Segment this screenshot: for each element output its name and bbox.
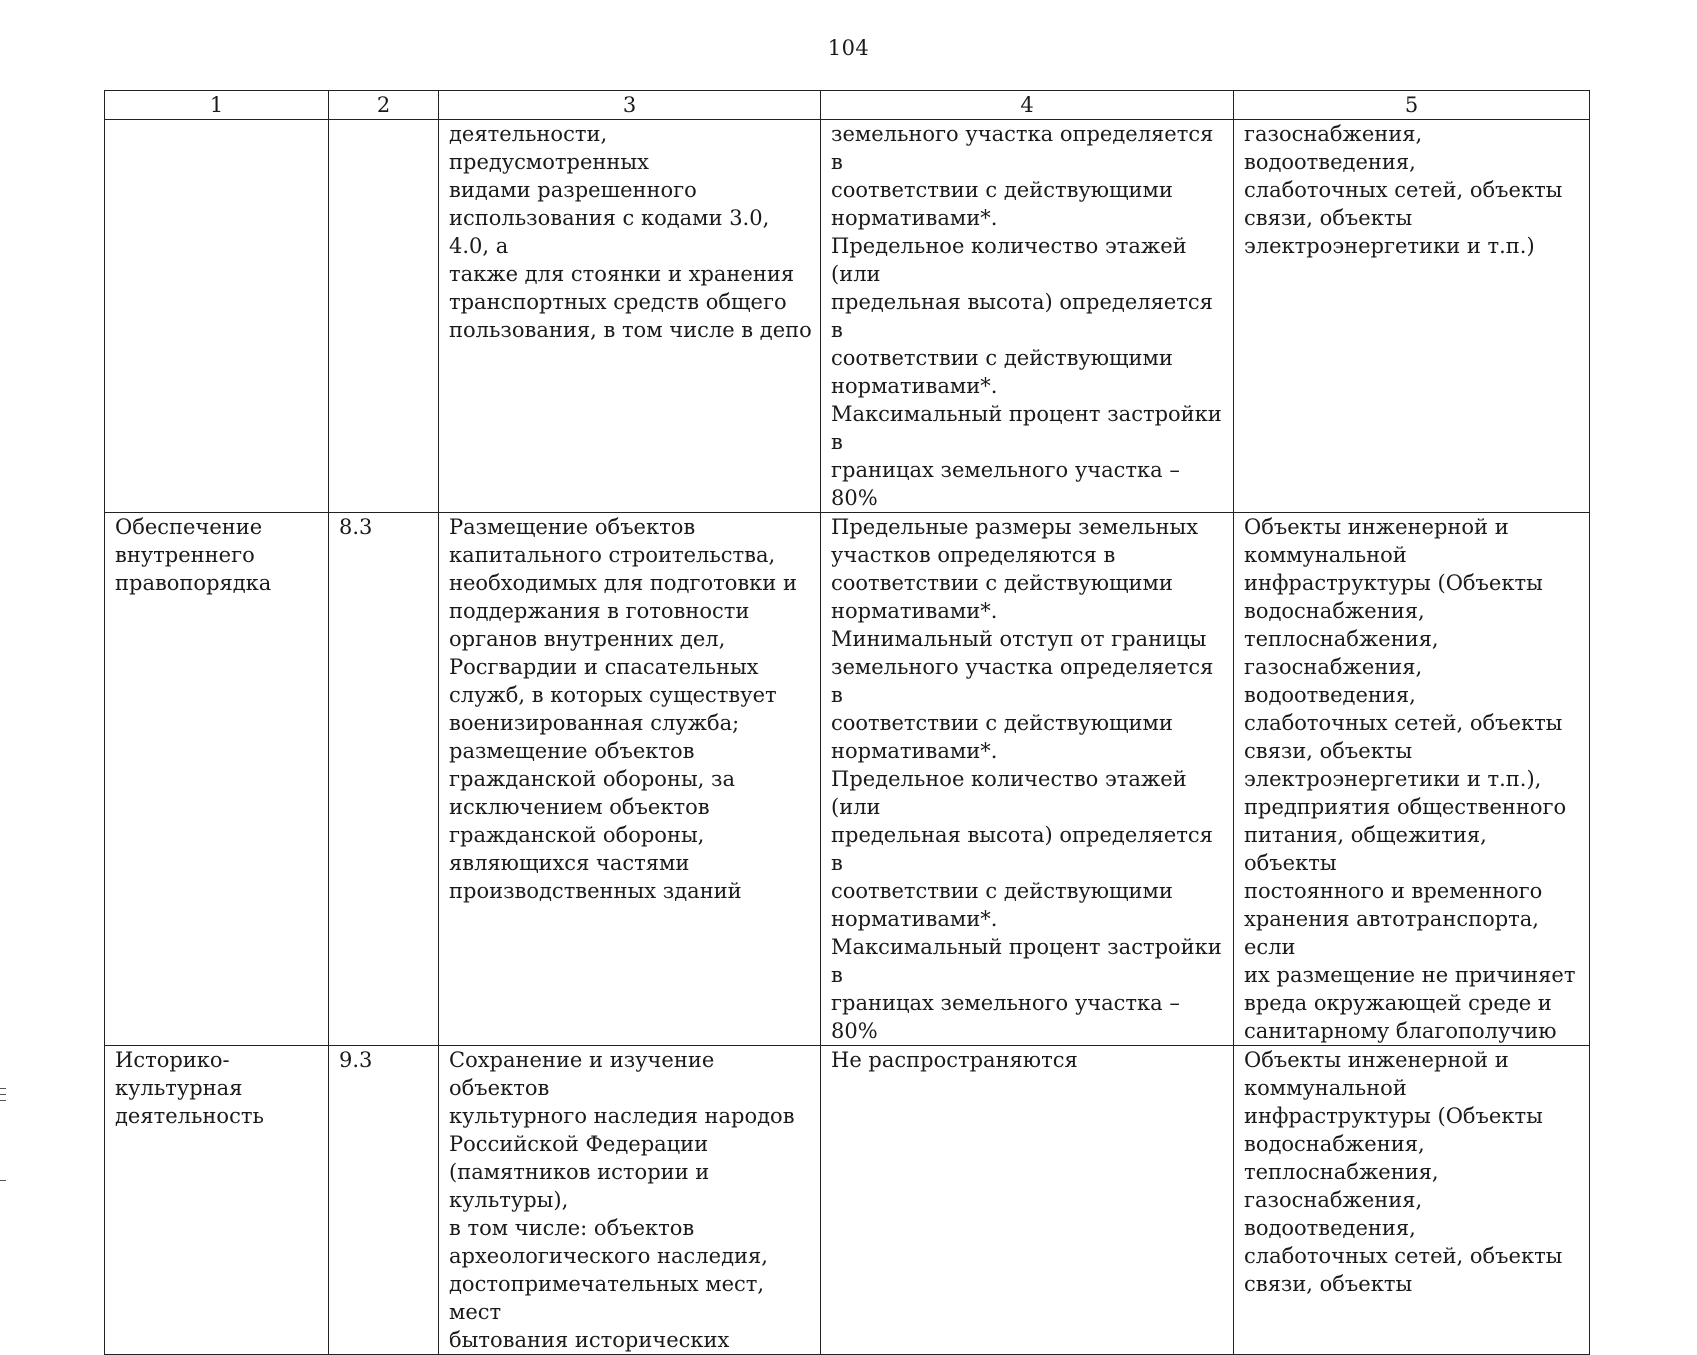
table-row (105, 513, 1590, 1046)
description-cell: Размещение объектов капитального строительства, необходимых для подготовки и поддержания в готовности органов внутренних дел, Росгвардии и спасательных служб, в которых существует военизированная служба; размещение объектов гражданской обороны, за исключением объектов гражданской обороны, являющихся частями производственных зданий (439, 513, 821, 1046)
header-cell-2: 2 (329, 91, 439, 120)
table-row (105, 1046, 1590, 1355)
header-cell-5: 5 (1234, 91, 1590, 120)
scan-margin-mark (0, 1100, 6, 1101)
scan-margin-mark (0, 1088, 6, 1089)
use-name-cell (105, 120, 329, 513)
use-name-cell: Историко- культурная деятельность (105, 1046, 329, 1355)
table-row (105, 120, 1590, 513)
use-code-cell (329, 120, 439, 513)
description-cell: деятельности, предусмотренных видами разрешенного использования с кодами 3.0, 4.0, а также для стоянки и хранения транспортных средств общего пользования, в том числе в депо (439, 120, 821, 513)
header-cell-3: 3 (439, 91, 821, 120)
parameters-cell: Предельные размеры земельных участков определяются в соответствии с действующими нормативами*. Минимальный отступ от границы земельного участка определяется в соответствии с действующими нормативами*. Предельное количество этажей (или предельная высота) определяется в соответствии с действующими нормативами*. Максимальный процент застройки в границах земельного участка – 80% (821, 513, 1234, 1046)
scan-margin-mark (0, 1094, 6, 1095)
use-code-cell: 9.3 (329, 1046, 439, 1355)
header-cell-1: 1 (105, 91, 329, 120)
page-number: 104 (827, 36, 870, 60)
use-name-cell: Обеспечение внутреннего правопорядка (105, 513, 329, 1046)
table-header-row (105, 91, 1590, 120)
zoning-table (104, 90, 1590, 1355)
parameters-cell: земельного участка определяется в соответствии с действующими нормативами*. Предельное количество этажей (или предельная высота) определяется в соответствии с действующими нормативами*. Максимальный процент застройки в границах земельного участка – 80% (821, 120, 1234, 513)
objects-cell: Объекты инженерной и коммунальной инфраструктуры (Объекты водоснабжения, теплоснабжения, газоснабжения, водоотведения, слаботочных сетей, объекты связи, объекты электроэнергетики и т.п.), предприятия общественного питания, общежития, объекты постоянного и временного хранения автотранспорта, если их размещение не причиняет вреда окружающей среде и санитарному благополучию (1234, 513, 1590, 1046)
objects-cell: газоснабжения, водоотведения, слаботочных сетей, объекты связи, объекты электроэнергетики и т.п.) (1234, 120, 1590, 513)
use-code-cell: 8.3 (329, 513, 439, 1046)
scan-margin-mark (0, 1180, 6, 1181)
header-cell-4: 4 (821, 91, 1234, 120)
objects-cell: Объекты инженерной и коммунальной инфраструктуры (Объекты водоснабжения, теплоснабжения, газоснабжения, водоотведения, слаботочных сетей, объекты связи, объекты (1234, 1046, 1590, 1355)
parameters-cell: Не распространяются (821, 1046, 1234, 1355)
description-cell: Сохранение и изучение объектов культурного наследия народов Российской Федерации (памятников истории и культуры), в том числе: объектов археологического наследия, достопримечательных мест, мест бытования исторических (439, 1046, 821, 1355)
